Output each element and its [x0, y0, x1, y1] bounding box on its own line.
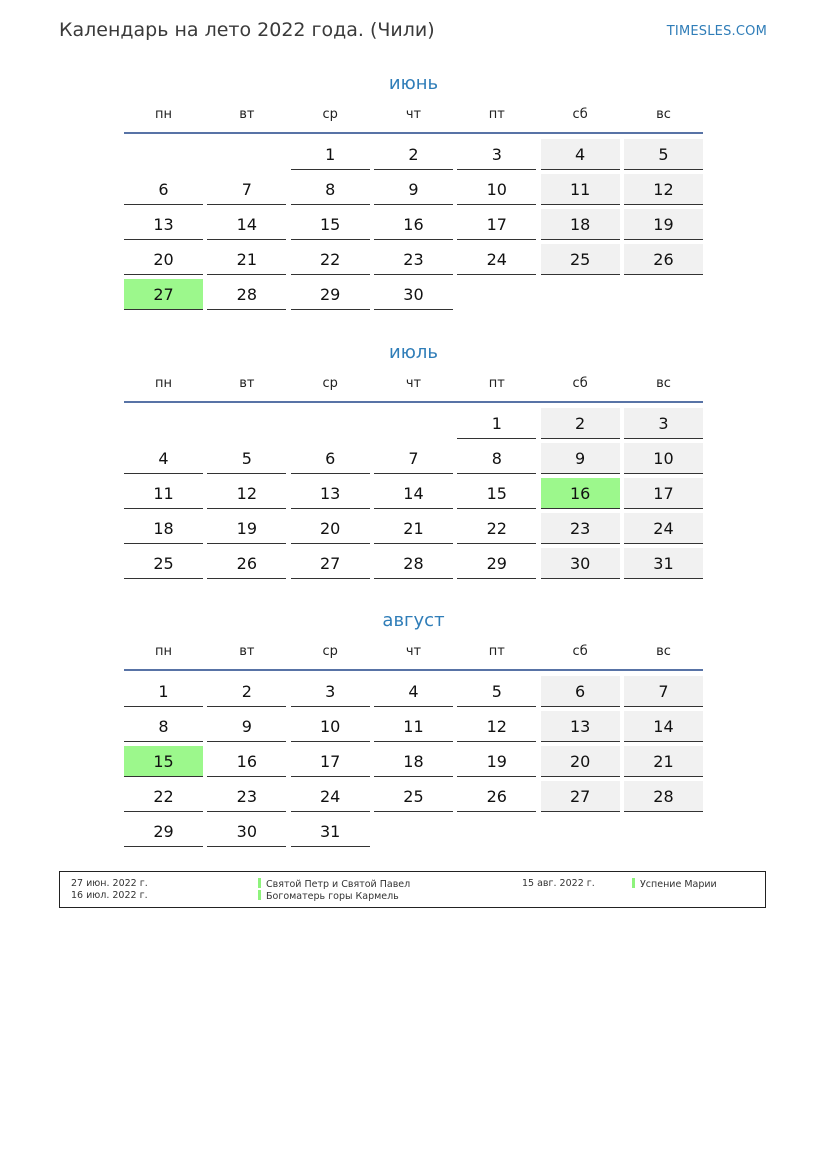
day-cell: 9 [207, 711, 286, 742]
day-cell: 28 [207, 279, 286, 310]
weekday-label: вт [239, 376, 255, 391]
day-cell: 17 [291, 746, 370, 777]
site-link[interactable]: TIMESLES.COM [666, 24, 767, 39]
empty-cell [124, 408, 203, 439]
day-cell: 13 [124, 209, 203, 240]
weekend-day-cell: 4 [541, 139, 620, 170]
day-cell: 7 [207, 174, 286, 205]
day-cell: 3 [291, 676, 370, 707]
day-cell: 7 [374, 443, 453, 474]
weekend-day-cell: 12 [624, 174, 703, 205]
day-grid [124, 408, 703, 579]
holiday-color-marker [258, 890, 261, 900]
legend-holiday-label: Святой Петр и Святой Павел [266, 879, 411, 890]
day-cell: 22 [124, 781, 203, 812]
day-cell: 24 [457, 244, 536, 275]
day-cell: 24 [291, 781, 370, 812]
weekend-day-cell: 23 [541, 513, 620, 544]
day-cell: 8 [457, 443, 536, 474]
day-cell: 9 [374, 174, 453, 205]
legend-holiday-name [632, 878, 717, 890]
day-cell: 2 [374, 139, 453, 170]
day-cell: 26 [457, 781, 536, 812]
legend-holiday-name [258, 878, 410, 890]
empty-cell [291, 408, 370, 439]
weekend-day-cell: 13 [541, 711, 620, 742]
weekend-day-cell: 18 [541, 209, 620, 240]
weekday-label: чт [405, 107, 422, 122]
weekend-day-cell: 21 [624, 746, 703, 777]
month-name: июнь [388, 73, 439, 94]
day-cell: 8 [291, 174, 370, 205]
day-cell: 27 [291, 548, 370, 579]
day-cell: 12 [457, 711, 536, 742]
weekday-header-row [124, 642, 703, 666]
day-cell: 16 [374, 209, 453, 240]
weekday-label: сб [572, 107, 588, 122]
holiday-color-marker [632, 878, 635, 888]
day-cell: 6 [291, 443, 370, 474]
day-grid [124, 676, 703, 847]
holiday-day-cell: 15 [124, 746, 203, 777]
day-cell: 11 [124, 478, 203, 509]
month-june [124, 70, 703, 310]
day-cell: 25 [374, 781, 453, 812]
day-cell: 23 [374, 244, 453, 275]
weekday-label: ср [322, 107, 338, 122]
header-divider [124, 401, 703, 403]
day-cell: 3 [457, 139, 536, 170]
day-cell: 10 [457, 174, 536, 205]
weekend-day-cell: 17 [624, 478, 703, 509]
weekday-label: сб [572, 644, 588, 659]
weekday-label: сб [572, 376, 588, 391]
day-cell: 15 [457, 478, 536, 509]
day-cell: 29 [457, 548, 536, 579]
weekday-label: вс [656, 107, 671, 122]
weekday-label: чт [405, 644, 422, 659]
day-cell: 19 [457, 746, 536, 777]
weekend-day-cell: 6 [541, 676, 620, 707]
day-cell: 21 [207, 244, 286, 275]
day-cell: 26 [207, 548, 286, 579]
day-cell: 19 [207, 513, 286, 544]
weekday-label: вт [239, 644, 255, 659]
empty-cell [207, 139, 286, 170]
day-cell: 6 [124, 174, 203, 205]
weekday-label: пн [155, 107, 172, 122]
weekend-day-cell: 31 [624, 548, 703, 579]
month-name: август [382, 610, 445, 631]
weekend-day-cell: 7 [624, 676, 703, 707]
weekday-label: вт [239, 107, 255, 122]
weekday-label: пт [488, 644, 505, 659]
day-cell: 13 [291, 478, 370, 509]
legend-holiday-label: Успение Марии [640, 879, 717, 890]
weekday-label: пт [488, 107, 505, 122]
weekend-day-cell: 3 [624, 408, 703, 439]
day-cell: 4 [374, 676, 453, 707]
page-title: Календарь на лето 2022 года. (Чили) [59, 19, 435, 41]
holiday-legend [59, 871, 766, 908]
legend-holiday-name [258, 890, 399, 902]
day-cell: 30 [207, 816, 286, 847]
day-cell: 5 [457, 676, 536, 707]
day-cell: 8 [124, 711, 203, 742]
weekend-day-cell: 24 [624, 513, 703, 544]
day-cell: 29 [291, 279, 370, 310]
day-cell: 4 [124, 443, 203, 474]
month-name: июль [389, 342, 438, 363]
day-cell: 21 [374, 513, 453, 544]
day-cell: 23 [207, 781, 286, 812]
empty-cell [374, 408, 453, 439]
day-cell: 1 [291, 139, 370, 170]
holiday-color-marker [258, 878, 261, 888]
weekend-day-cell: 2 [541, 408, 620, 439]
day-cell: 22 [291, 244, 370, 275]
weekend-day-cell: 11 [541, 174, 620, 205]
weekend-day-cell: 25 [541, 244, 620, 275]
weekend-day-cell: 10 [624, 443, 703, 474]
month-august [124, 607, 703, 847]
weekday-label: пн [155, 376, 172, 391]
day-cell: 28 [374, 548, 453, 579]
day-cell: 1 [457, 408, 536, 439]
day-cell: 22 [457, 513, 536, 544]
day-cell: 1 [124, 676, 203, 707]
day-cell: 2 [207, 676, 286, 707]
day-cell: 20 [124, 244, 203, 275]
weekday-label: пт [488, 376, 505, 391]
weekend-day-cell: 20 [541, 746, 620, 777]
weekday-label: ср [322, 644, 338, 659]
weekend-day-cell: 28 [624, 781, 703, 812]
weekday-label: пн [155, 644, 172, 659]
day-cell: 14 [374, 478, 453, 509]
weekday-label: вс [656, 644, 671, 659]
weekend-day-cell: 27 [541, 781, 620, 812]
weekday-label: вс [656, 376, 671, 391]
day-cell: 16 [207, 746, 286, 777]
legend-date: 27 июн. 2022 г. [71, 878, 148, 889]
weekend-day-cell: 19 [624, 209, 703, 240]
day-cell: 29 [124, 816, 203, 847]
day-cell: 18 [374, 746, 453, 777]
day-cell: 30 [374, 279, 453, 310]
month-july [124, 339, 703, 579]
weekend-day-cell: 9 [541, 443, 620, 474]
day-cell: 10 [291, 711, 370, 742]
day-cell: 14 [207, 209, 286, 240]
day-cell: 20 [291, 513, 370, 544]
empty-cell [207, 408, 286, 439]
day-cell: 15 [291, 209, 370, 240]
weekday-label: чт [405, 376, 422, 391]
weekend-day-cell: 14 [624, 711, 703, 742]
weekend-day-cell: 5 [624, 139, 703, 170]
day-cell: 17 [457, 209, 536, 240]
day-grid [124, 139, 703, 310]
header-divider [124, 669, 703, 671]
weekend-day-cell: 26 [624, 244, 703, 275]
weekday-header-row [124, 374, 703, 398]
day-cell: 5 [207, 443, 286, 474]
day-cell: 31 [291, 816, 370, 847]
day-cell: 12 [207, 478, 286, 509]
legend-holiday-label: Богоматерь горы Кармель [266, 891, 399, 902]
header-divider [124, 132, 703, 134]
weekday-label: ср [322, 376, 338, 391]
holiday-day-cell: 16 [541, 478, 620, 509]
weekend-day-cell: 30 [541, 548, 620, 579]
empty-cell [124, 139, 203, 170]
day-cell: 11 [374, 711, 453, 742]
legend-date: 16 июл. 2022 г. [71, 890, 148, 901]
holiday-day-cell: 27 [124, 279, 203, 310]
legend-date: 15 авг. 2022 г. [522, 878, 595, 889]
weekday-header-row [124, 105, 703, 129]
day-cell: 25 [124, 548, 203, 579]
day-cell: 18 [124, 513, 203, 544]
